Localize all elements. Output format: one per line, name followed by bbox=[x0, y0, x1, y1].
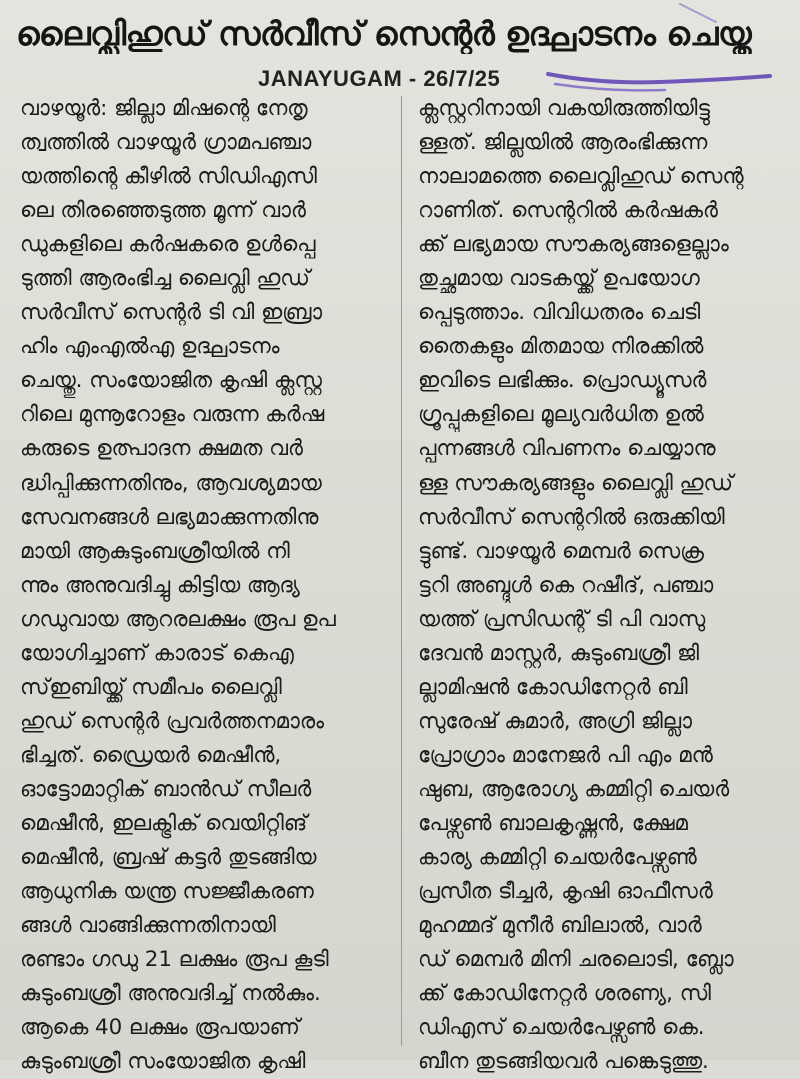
text-line: മുഹമ്മദ് മുനീർ ബിലാൽ, വാർ bbox=[418, 913, 702, 939]
text-line: ടുത്തി ആരംഭിച്ച ലൈവ്ലി ഹുഡ് bbox=[20, 266, 310, 292]
text-line: റാണിത്. സെന്ററിൽ കർഷകർ bbox=[418, 198, 718, 224]
text-line: പ്പന്നങ്ങൾ വിപണനം ചെയ്യാനു bbox=[418, 436, 716, 462]
text-line: യോഗിച്ചാണ് കാരാട് കെഎ bbox=[20, 640, 294, 666]
article-headline: ലൈവ്ലിഹുഡ് സർവീസ് സെന്റർ ഉദ്ഘാടനം ചെയ്തു bbox=[16, 14, 752, 53]
text-line: ങ്ങൾ വാങ്ങിക്കുന്നതിനായി bbox=[20, 913, 276, 939]
text-line: ക്ക് ലഭ്യമായ സൗകര്യങ്ങളെല്ലാം bbox=[418, 232, 729, 258]
text-line: പ്രോഗ്രാം മാനേജർ പി എം മൻ bbox=[418, 742, 713, 768]
text-line: പേഴ്സൺ ബാലകൃഷ്ണൻ, ക്ഷേമ bbox=[418, 810, 688, 836]
text-line: ഡിഎസ് ചെയർപേഴ്സൺ കെ. bbox=[418, 1015, 705, 1041]
text-line: ലെ തിരഞ്ഞെടുത്ത മൂന്ന് വാർ bbox=[20, 198, 306, 224]
text-line: യത്തിന്റെ കീഴിൽ സിഡിഎസി bbox=[20, 164, 317, 190]
text-line: ഭിച്ചത്. ഡ്രൈയർ മെഷീൻ, bbox=[20, 742, 282, 768]
text-line: ബീന തുടങ്ങിയവർ പങ്കെടുത്തു. bbox=[418, 1049, 709, 1075]
text-line: തുച്ഛമായ വാടകയ്ക്ക് ഉപയോഗ bbox=[418, 266, 700, 292]
text-line: സർവീസ് സെന്റർ ടി വി ഇബ്രാ bbox=[20, 300, 323, 326]
text-line: ഡ് മെമ്പർ മിനി ചരലൊടി, ബ്ലോ bbox=[418, 947, 734, 973]
column-divider bbox=[401, 96, 402, 1046]
text-line: സ്ഇബിയ്ക്ക് സമീപം ലൈവ്ലി bbox=[20, 674, 282, 700]
text-line: മായി ആകുടുംബശ്രീയിൽ നി bbox=[20, 538, 290, 564]
text-line: മെഷീൻ, ഇലക്ട്രിക് വെയിറ്റിങ് bbox=[20, 810, 308, 836]
text-line: സർവീസ് സെന്ററിൽ ഒരുക്കിയി bbox=[418, 504, 725, 530]
text-line: ള്ളത്. ജില്ലയിൽ ആരംഭിക്കുന്ന bbox=[418, 130, 708, 156]
text-line: സുരേഷ് കുമാർ, അഗ്രി ജില്ലാ bbox=[418, 708, 692, 734]
text-line: ഹുഡ് സെന്റർ പ്രവർത്തനമാരം bbox=[20, 708, 324, 734]
text-line: ഡുകളിലെ കർഷകരെ ഉൾപ്പെ bbox=[20, 232, 316, 258]
text-line: ഷുബ, ആരോഗ്യ കമ്മിറ്റി ചെയർ bbox=[418, 776, 730, 802]
text-line: ഇവിടെ ലഭിക്കും. പ്രൊഡ്യൂസർ bbox=[418, 368, 707, 394]
text-line: ആകെ 40 ലക്ഷം രൂപയാണ് bbox=[20, 1015, 300, 1041]
text-line: തൈകളും മിതമായ നിരക്കിൽ bbox=[418, 334, 704, 360]
text-line: ക്ലസ്റ്ററിനായി വകയിരുത്തിയിട്ടു bbox=[418, 96, 710, 121]
article-left-column bbox=[20, 92, 392, 1079]
text-line: നാലാമത്തെ ലൈവ്ലിഹുഡ് സെന്റ bbox=[418, 164, 744, 190]
text-line: കുടുംബശ്രീ സംയോജിത കൃഷി bbox=[20, 1049, 306, 1075]
text-line: ചെയ്തു. സംയോജിത കൃഷി ക്ലസ്റ്റ bbox=[20, 368, 322, 394]
text-line: പ്രസീത ടീച്ചർ, കൃഷി ഓഫീസർ bbox=[418, 879, 713, 905]
text-line: ഓട്ടോമാറ്റിക് ബാൻഡ് സീലർ bbox=[20, 776, 312, 802]
text-line: രണ്ടാം ഗഡു 21 ലക്ഷം രൂപ കൂടി bbox=[20, 947, 329, 973]
text-line: ആധുനിക യന്ത്ര സജ്ജീകരണ bbox=[20, 879, 314, 905]
text-line: ദേവൻ മാസ്റ്റർ, കുടുംബശ്രീ ജി bbox=[418, 640, 699, 666]
article-right-column bbox=[418, 92, 790, 1079]
text-line: യത്ത് പ്രസിഡന്റ് ടി പി വാസു bbox=[418, 606, 706, 632]
article-dateline: JANAYUGAM - 26/7/25 bbox=[258, 66, 501, 91]
text-line: ട്ടുണ്ട്. വാഴയൂർ മെമ്പർ സെക്ര bbox=[418, 538, 704, 564]
text-line: മെഷീൻ, ബ്രഷ് കട്ടർ തുടങ്ങിയ bbox=[20, 845, 317, 871]
text-line: ത്വത്തിൽ വാഴയൂർ ഗ്രാമപഞ്ചാ bbox=[20, 130, 312, 156]
text-line: സേവനങ്ങൾ ലഭ്യമാക്കുന്നതിനു bbox=[20, 504, 319, 530]
text-line: ദ്ധിപ്പിക്കുന്നതിനും, ആവശ്യമായ bbox=[20, 470, 322, 496]
text-line: ട്ടറി അബ്ദുൾ കെ റഷീദ്, പഞ്ചാ bbox=[418, 572, 714, 598]
text-line: കാര്യ കമ്മിറ്റി ചെയർപേഴ്സൺ bbox=[418, 845, 697, 871]
text-line: കുടുംബശ്രീ അനുവദിച്ച് നൽകും. bbox=[20, 981, 321, 1007]
text-line: കരുടെ ഉത്പാദന ക്ഷമത വർ bbox=[20, 436, 303, 462]
text-line: വാഴയൂർ: ജില്ലാ മിഷന്റെ നേതൃ bbox=[20, 96, 308, 121]
text-line: ഹിം എംഎൽഎ ഉദ്ഘാടനം bbox=[20, 334, 280, 360]
text-line: ള്ള സൗകര്യങ്ങളും ലൈവ്ലി ഹുഡ് bbox=[418, 470, 733, 496]
text-line: ന്നും അനുവദിച്ചു കിട്ടിയ ആദ്യ bbox=[20, 572, 300, 598]
text-line: ഗഡുവായ ആറരലക്ഷം രൂപ ഉപ bbox=[20, 606, 336, 632]
text-line: പ്പെടുത്താം. വിവിധതരം ചെടി bbox=[418, 300, 701, 326]
text-line: ല്ലാമിഷൻ കോഡിനേറ്റർ ബി bbox=[418, 674, 688, 700]
text-line: ക്ക് കോഡിനേറ്റർ ശരണ്യ, സി bbox=[418, 981, 711, 1007]
text-line: റിലെ മുന്നൂറോളം വരുന്ന കർഷ bbox=[20, 402, 325, 428]
text-line: ഗ്രൂപ്പുകളിലെ മൂല്യവർധിത ഉൽ bbox=[418, 402, 704, 428]
